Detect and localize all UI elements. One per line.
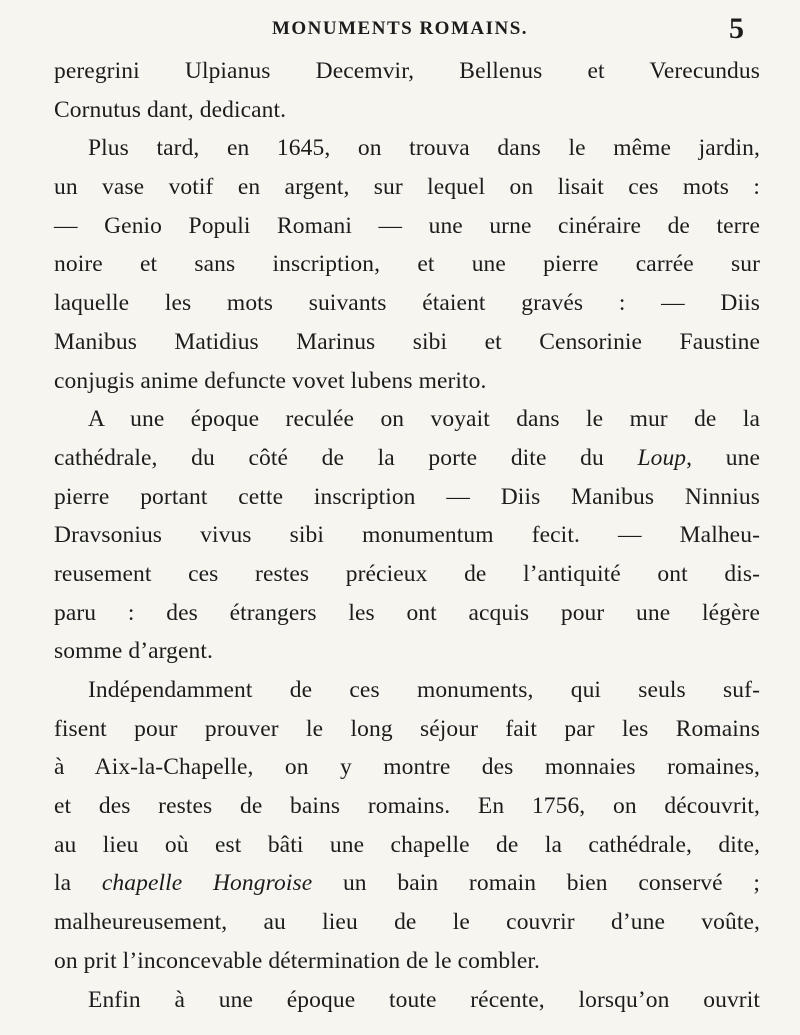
text-run: à Aix-la-Chapelle, on y montre des monnaies romaines, (54, 754, 760, 781)
text-line (54, 129, 760, 168)
text-run: et des restes de bains romains. En 1756, on découvrit, (54, 793, 760, 820)
text-run: au lieu où est bâti une chapelle de la cathédrale, dite, (54, 831, 760, 858)
text-run: reusement ces restes précieux de l’antiquité ont dis- (54, 560, 760, 587)
text-line (54, 439, 760, 478)
page-number: 5 (729, 12, 744, 45)
text-run: conjugis anime defuncte vovet lubens merito. (54, 367, 487, 394)
text-run: un bain romain bien conservé ; (312, 870, 761, 897)
text-line (54, 207, 760, 246)
running-title: MONUMENTS ROMAINS. (271, 18, 529, 39)
text-line (54, 710, 760, 749)
text-line (54, 555, 760, 594)
text-line (54, 52, 760, 91)
text-line (54, 903, 760, 942)
text-line (54, 632, 760, 671)
text-line (54, 787, 760, 826)
text-run: laquelle les mots suivants étaient gravés : — Diis (54, 290, 760, 317)
text-line (54, 362, 760, 401)
text-line (54, 942, 760, 981)
body-text (54, 52, 760, 1019)
text-run: Dravsonius vivus sibi monumentum fecit. — Malheu- (54, 522, 760, 549)
text-run: on prit l’inconcevable détermination de le combler. (54, 947, 541, 974)
text-line (54, 748, 760, 787)
text-run: Enfin à une époque toute récente, lorsqu’on ouvrit (88, 986, 760, 1013)
page-header (56, 14, 744, 54)
text-line (54, 245, 760, 284)
text-run: pierre portant cette inscription — Diis Manibus Ninnius (54, 483, 760, 510)
text-line (54, 478, 760, 517)
text-line (54, 516, 760, 555)
text-run: Manibus Matidius Marinus sibi et Censorinie Faustine (54, 328, 760, 355)
text-run: Indépendamment de ces monuments, qui seuls suf- (88, 677, 760, 703)
text-line (54, 91, 760, 130)
text-run: somme d’argent. (54, 638, 214, 665)
text-line (54, 323, 760, 362)
text-line (54, 400, 760, 439)
text-line (54, 826, 760, 865)
text-run: malheureusement, au lieu de le couvrir d’une voûte, (54, 909, 760, 936)
text-line (54, 864, 760, 903)
text-run: fisent pour prouver le long séjour fait par les Romains (54, 715, 760, 742)
text-line (54, 168, 760, 207)
text-line (54, 594, 760, 633)
text-line (54, 284, 760, 323)
text-run: A une époque reculée on voyait dans le mur de la (88, 406, 760, 433)
text-run: Cornutus dant, dedicant. (54, 96, 287, 123)
italic-text-run: chapelle Hongroise (101, 870, 313, 897)
italic-text-run: Loup (637, 444, 687, 471)
text-line (54, 981, 760, 1020)
text-run: , une (686, 444, 761, 471)
text-run: cathédrale, du côté de la porte dite du (54, 444, 638, 471)
text-run: Plus tard, en 1645, on trouva dans le même jardin, (88, 135, 760, 162)
text-run: — Genio Populi Romani — une urne cinéraire de terre (54, 212, 760, 239)
text-run: peregrini Ulpianus Decemvir, Bellenus et Verecundus (54, 58, 760, 84)
text-line (54, 671, 760, 710)
text-run: noire et sans inscription, et une pierre carrée sur (54, 251, 760, 278)
text-run: un vase votif en argent, sur lequel on lisait ces mots : (54, 174, 760, 201)
text-run: paru : des étrangers les ont acquis pour une légère (54, 599, 760, 626)
text-run: la (54, 870, 102, 897)
